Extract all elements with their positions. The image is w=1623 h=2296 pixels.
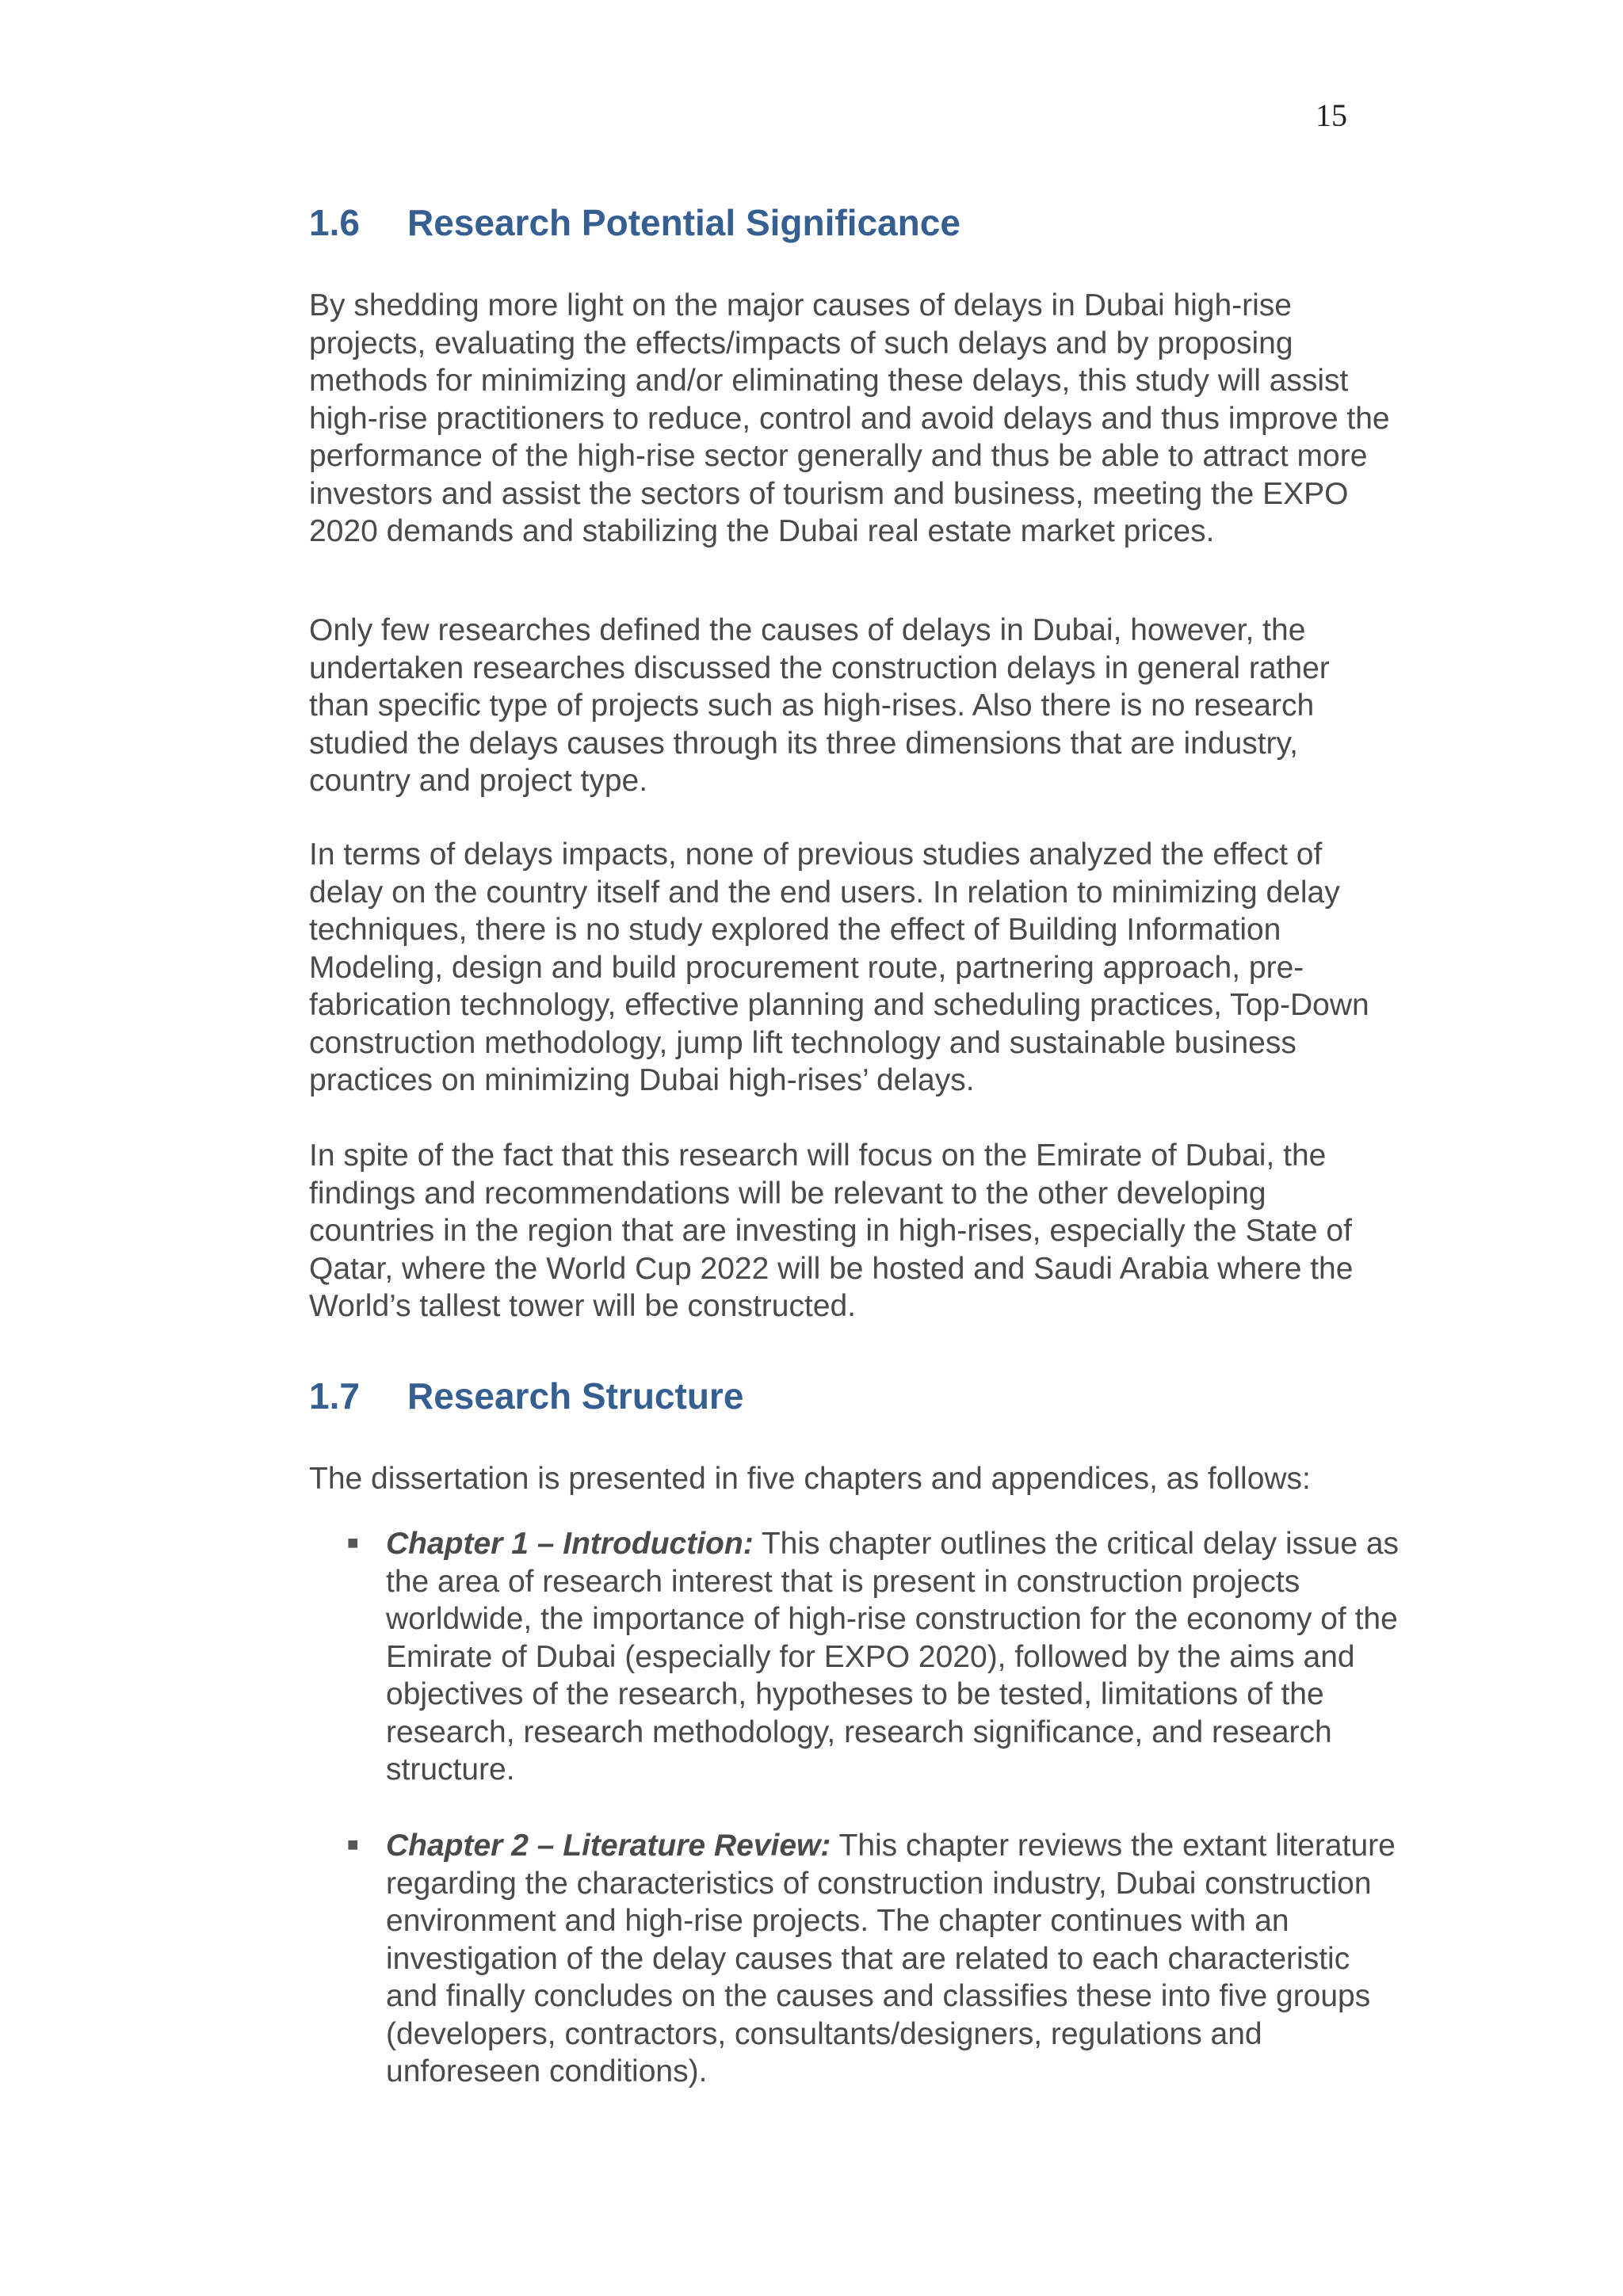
square-bullet-icon: ■: [347, 1532, 359, 1554]
paragraph: In spite of the fact that this research will focus on the Emirate of Dubai, the findings and recommendations will be relevant to the other developing countries in the region that are investing in high-rises, especially the State of Qatar, where the World Cup 2022 will be hosted and Saudi Arabia where the World’s tallest tower will be constructed.: [309, 1138, 1354, 1323]
page-number: 15: [1316, 97, 1347, 133]
section-number: 1.7: [309, 1375, 360, 1417]
section-number: 1.6: [309, 202, 360, 243]
list-item: [386, 1525, 1408, 1789]
square-bullet-icon: ■: [347, 1834, 359, 1855]
list-item: [386, 1827, 1408, 2091]
chapter-description: This chapter outlines the critical delay issue as the area of research interest that is present in construction projects worldwide, the importance of high-rise construction for the economy of the Emirate of Dubai (especially for EXPO 2020), followed by the aims and objectives of the research, hypotheses to be tested, limitations of the research, research methodology, research significance, and research structure.: [386, 1527, 1400, 1787]
chapter-description: This chapter reviews the extant literature regarding the characteristics of construction industry, Dubai construction environment and high-rise projects. The chapter continues with an investigation of the delay causes that are related to each characteristic and finally concludes on the causes and classifies these into five groups (developers, contractors, consultants/designers, regulations and unforeseen conditions).: [386, 1829, 1396, 2088]
chapter-title: Chapter 2 – Literature Review:: [386, 1829, 831, 1863]
paragraph: By shedding more light on the major causes of delays in Dubai high-rise projects, evaluating the effects/impacts of such delays and by proposing methods for minimizing and/or eliminating these delays, this study will assist high-rise practitioners to reduce, control and avoid delays and thus improve the performance of the high-rise sector generally and thus be able to attract more investors and assist the sectors of tourism and business, meeting the EXPO 2020 demands and stabilizing the Dubai real estate market prices.: [309, 288, 1390, 548]
section-1-7-heading: [309, 1375, 743, 1417]
section-title: Research Structure: [407, 1375, 744, 1417]
paragraph: In terms of delays impacts, none of previous studies analyzed the effect of delay on the country itself and the end users. In relation to minimizing delay techniques, there is no study explored the effect of Building Information Modeling, design and build procurement route, partnering approach, pre-fabrication technology, effective planning and scheduling practices, Top-Down construction methodology, jump lift technology and sustainable business practices on minimizing Dubai high-rises’ delays.: [309, 837, 1369, 1097]
chapter-title: Chapter 1 – Introduction:: [386, 1527, 754, 1561]
section-title: Research Potential Significance: [407, 202, 960, 243]
section-1-6-heading: [309, 201, 960, 244]
section-intro: The dissertation is presented in five chapters and appendices, as follows:: [309, 1462, 1311, 1496]
paragraph: Only few researches defined the causes of delays in Dubai, however, the undertaken researches discussed the construction delays in general rather than specific type of projects such as high-rises. Also there is no research studied the delays causes through its three dimensions that are industry, country and project type.: [309, 613, 1330, 798]
